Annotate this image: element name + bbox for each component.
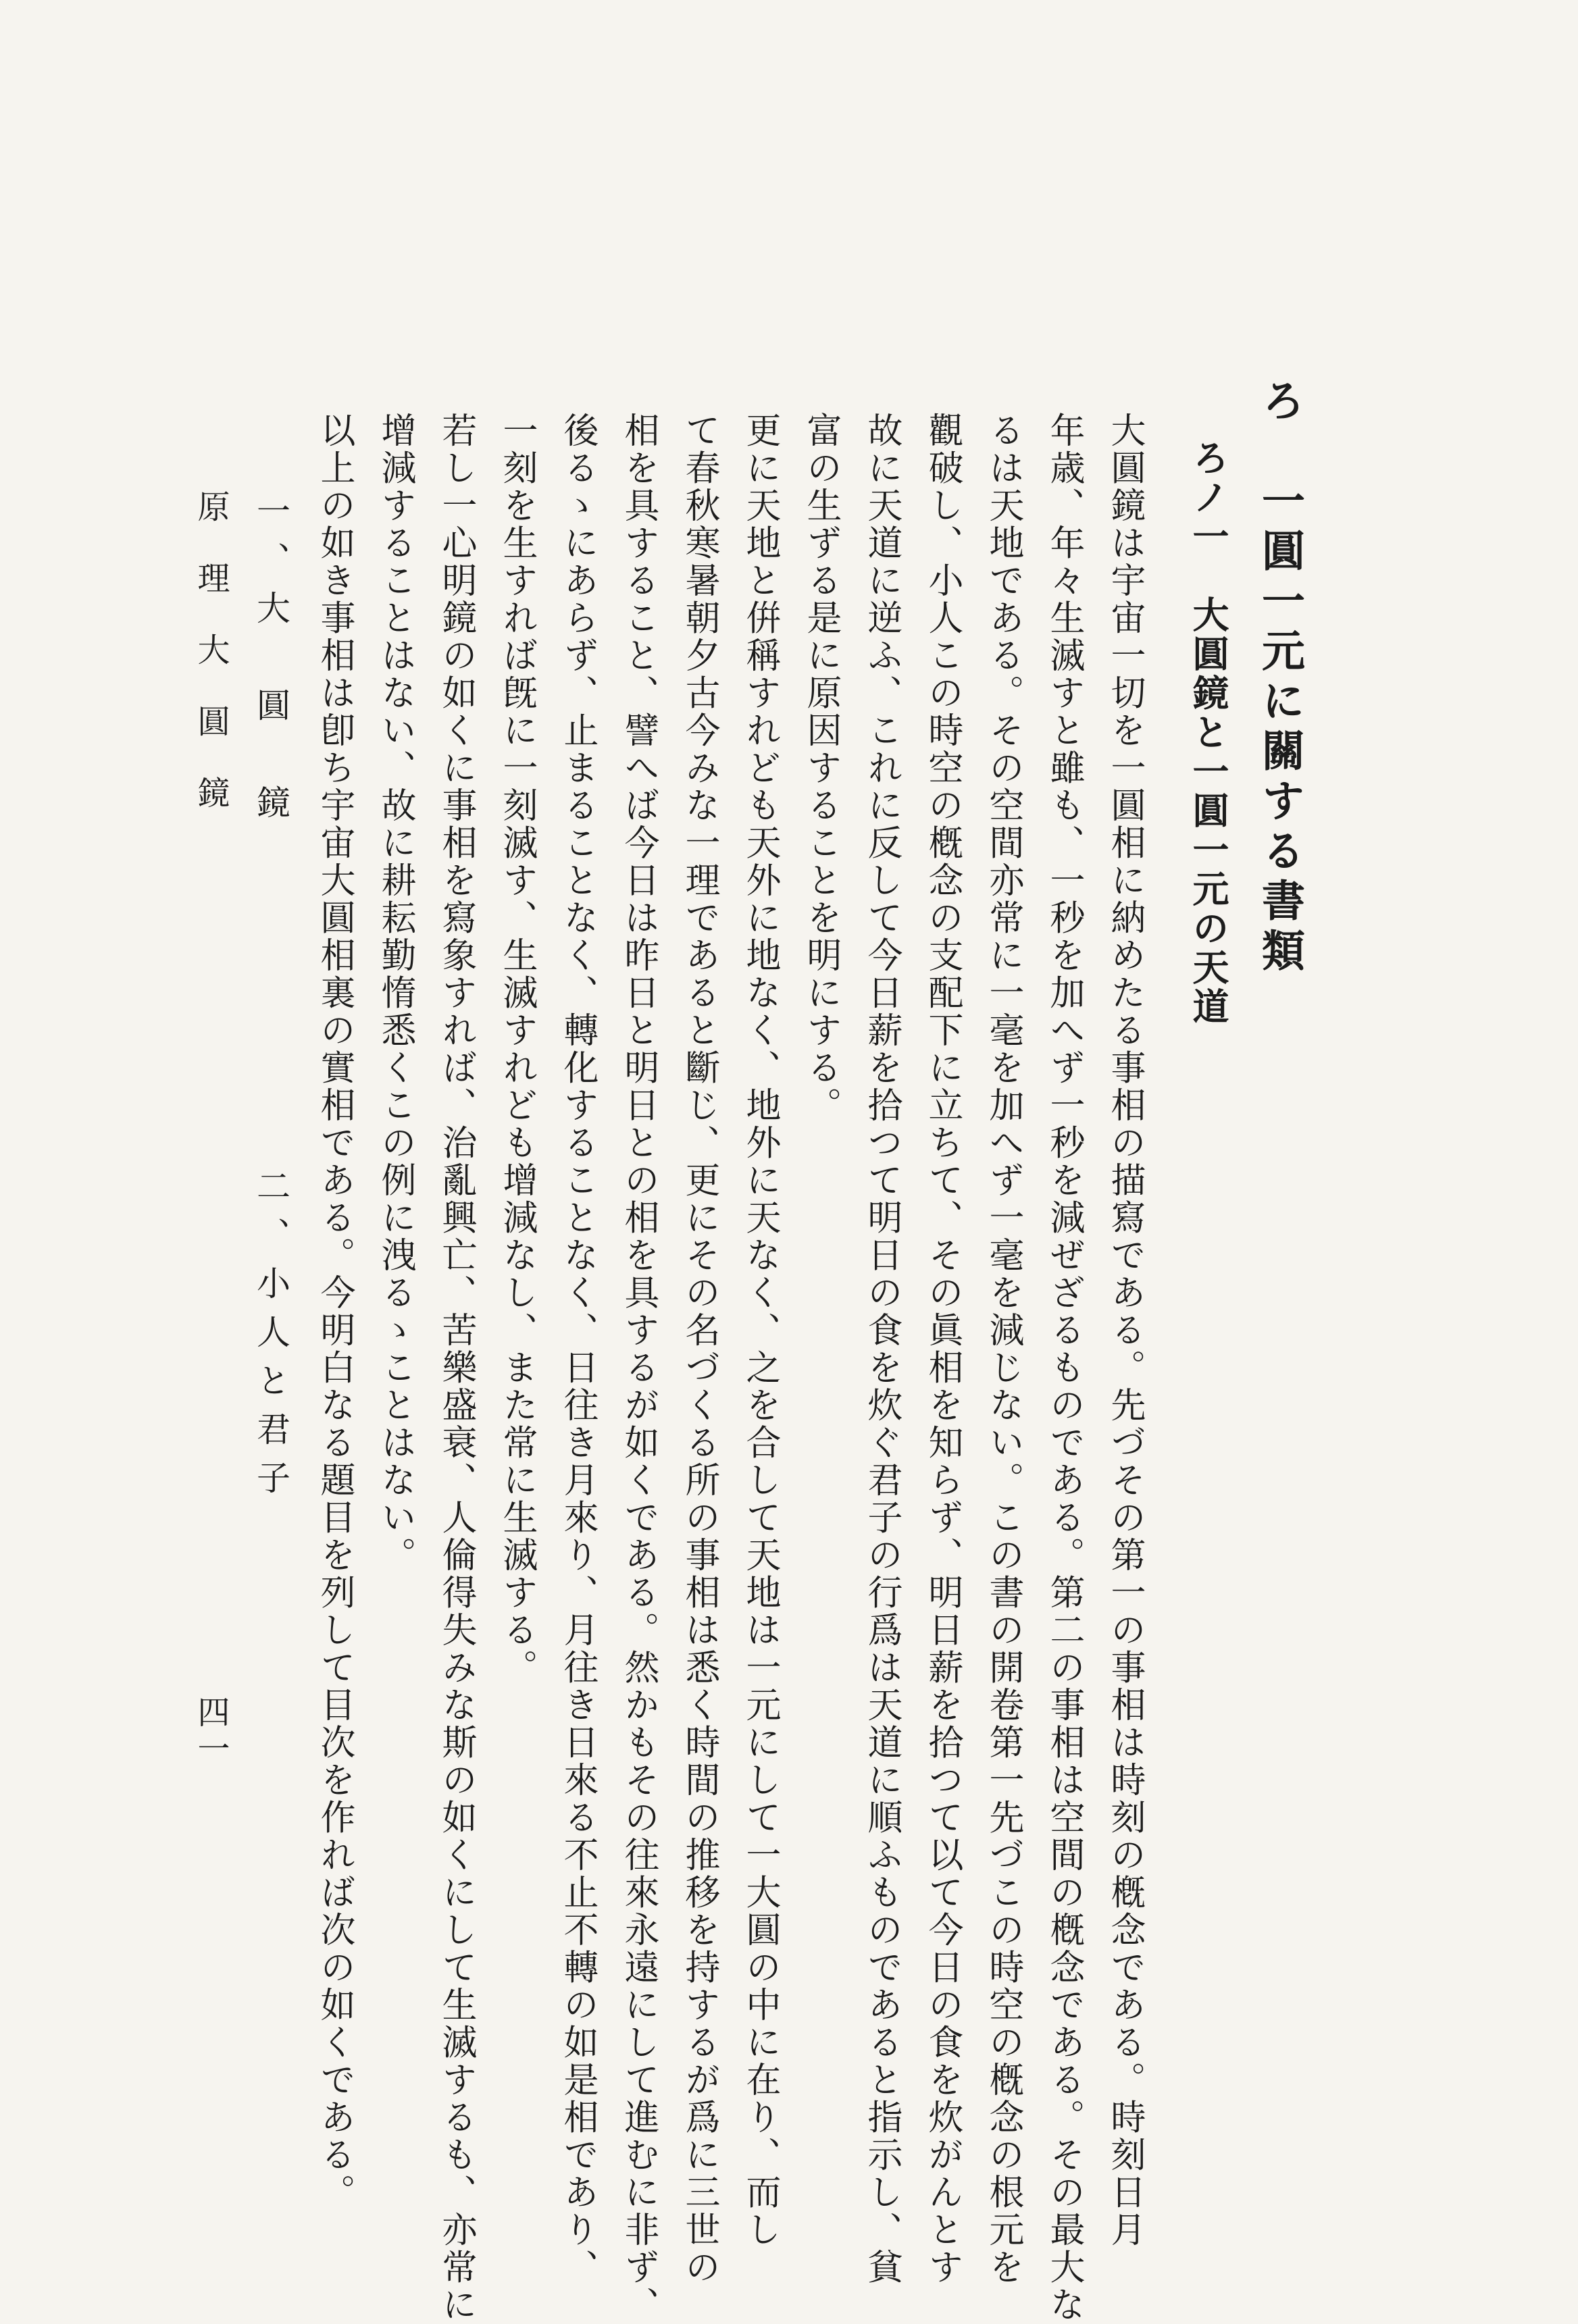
body-line: 若し一心明鏡の如くに事相を寫象すれば、治亂興亡、苦樂盛衰、人倫得失みな斯の如くにして生滅するも、亦常に (436, 412, 476, 2324)
body-line: 年歳、年々生滅すと雖も、一秒を加へず一秒を減ぜざるものである。第二の事相は空間の槪念である。その最大な (1044, 412, 1084, 2324)
body-line: るは天地である。その空間亦常に一毫を加へず一毫を減じない。この書の開卷第一先づこの時空の槪念の根元を (983, 412, 1023, 2286)
body-line: 增減することはない、故に耕耘勤惰悉くこの例に洩るゝことはない。 (375, 412, 415, 1574)
page-number: 四一 (192, 1695, 230, 1768)
body-line: 故に天道に逆ふ、これに反して今日薪を拾つて明日の食を炊ぐ君子の行爲は天道に順ふものであると指示し、貧 (861, 412, 902, 2286)
subsection-title: ろノ一 大圓鏡と一圓一元の天道 (1187, 439, 1230, 1027)
body-line: 觀破し、小人この時空の槪念の支配下に立ちて、その眞相を知らず、明日薪を拾つて以て今日の食を炊がんとす (922, 412, 963, 2286)
body-line: 一刻を生すれば旣に一刻滅す、生滅すれども增減なし、また常に生滅する。 (497, 412, 537, 1686)
body-line: 更に天地と倂稱すれども天外に地なく、地外に天なく、之を合して天地は一元にして一大圓の中に在り、而し (740, 412, 780, 2249)
body-line: 後るゝにあらず、止まることなく、轉化することなく、日往き月來り、月往き日來る不止不轉の如是相であり、 (557, 412, 598, 2286)
footer-book-title: 原理大圓鏡 (192, 490, 230, 848)
toc-item: 二、小人と君子 (251, 1168, 290, 1509)
section-title: ろ 一圓一元に關する書類 (1254, 378, 1305, 978)
body-line: 以上の如き事相は卽ち宇宙大圓相裏の實相である。今明白なる題目を列して目次を作れば次の如くである。 (314, 412, 355, 2211)
body-line: 大圓鏡は宇宙一切を一圓相に納めたる事相の描寫である。先づその第一の事相は時刻の槪念である。時刻日月 (1104, 412, 1145, 2249)
toc-item: 一、大 圓 鏡 (251, 493, 290, 833)
body-line: て春秋寒暑朝夕古今みな一理であると斷じ、更にその名づくる所の事相は悉く時間の推移を持するが爲に三世の (679, 412, 719, 2286)
body-line: 相を具すること、譬へば今日は昨日と明日との相を具するが如くである。然かもその往來永遠にして進むに非ず、 (618, 412, 659, 2324)
body-line: 富の生ずる是に原因することを明にする。 (800, 412, 841, 1125)
